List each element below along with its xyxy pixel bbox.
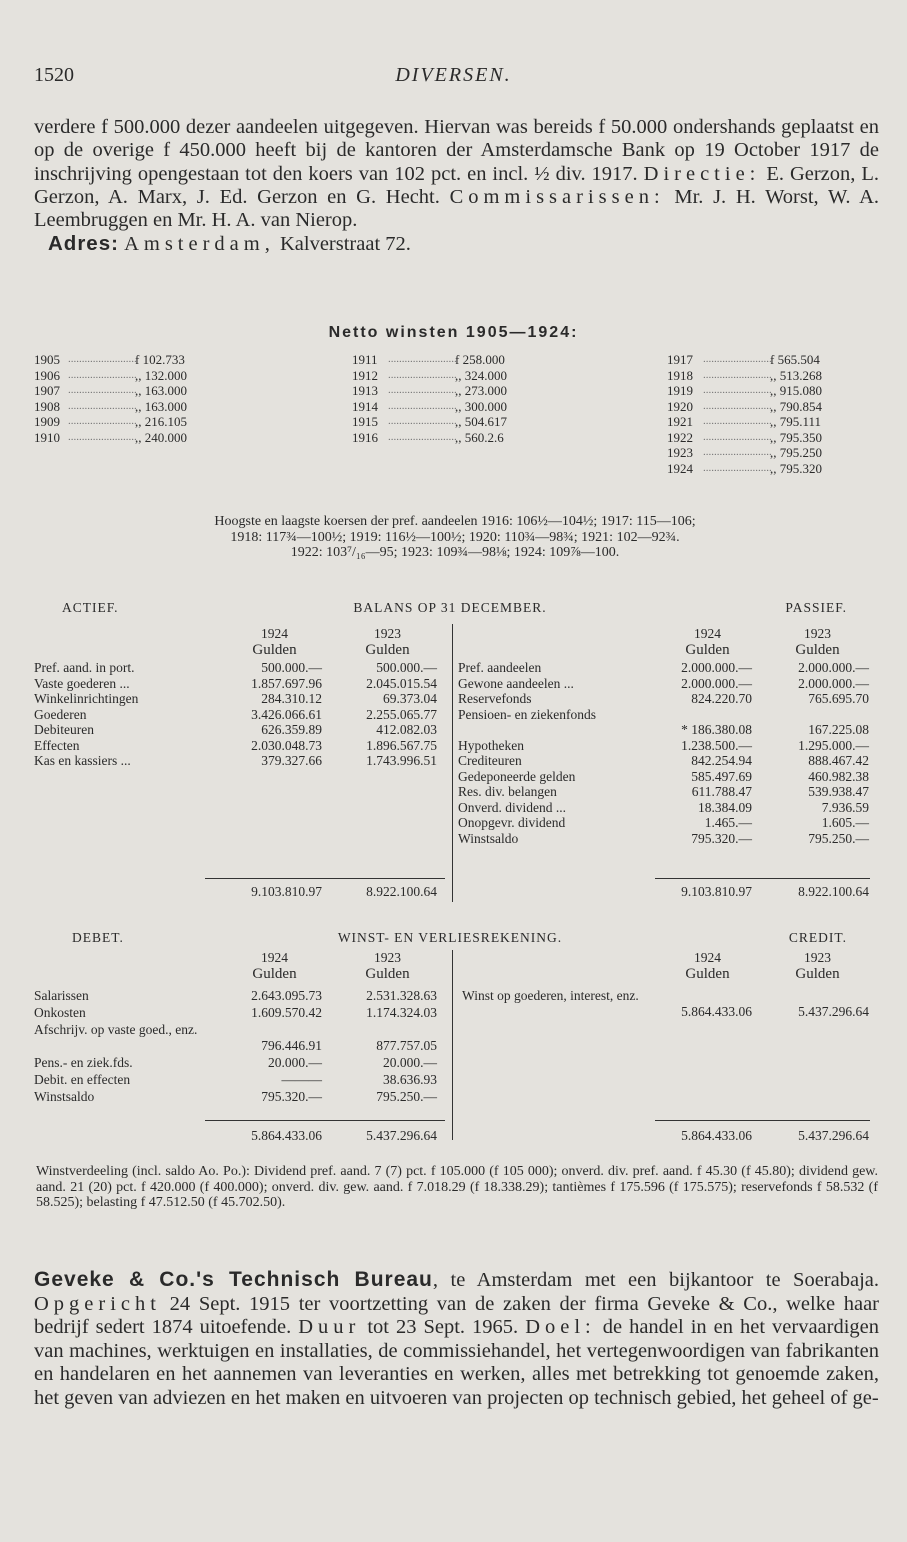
leader-dots: ......................... (68, 415, 137, 427)
balans-activa-label: Vaste goederen ... (34, 675, 130, 691)
balans-activa-value-1924: 379.327.66 (261, 753, 322, 768)
balans-left-unit-2: Gulden (365, 642, 410, 658)
netto-year: 1922 (667, 429, 693, 445)
leader-dots: ......................... (703, 415, 772, 427)
koersen-line-3: 1922: 103⁷/₁₆—95; 1923: 109¾—98⅛; 1924: 109⅞—100. (290, 545, 620, 560)
winst-credit-v2: 5.437.296.64 (798, 1004, 869, 1019)
balans-passiva-label: Hypotheken (458, 737, 524, 753)
winst-debet-value-1923: 1.174.324.03 (366, 1005, 437, 1020)
running-head (34, 64, 873, 94)
balans-left-year-2: 1923 (374, 626, 401, 641)
balans-activa-value-1923: 500.000.— (376, 660, 437, 675)
leader-dots: ......................... (68, 353, 137, 365)
koersen-line-2: 1918: 117¾—100½; 1919: 116½—100½; 1920: 110¾—98¾; 1921: 102—92¾. (230, 529, 680, 545)
balans-passiva-label: Winstsaldo (458, 830, 519, 846)
winst-left-unit-2: Gulden (365, 966, 410, 982)
netto-year: 1908 (34, 398, 60, 414)
leader-dots: ......................... (388, 430, 457, 443)
leader-dots: ......................... (388, 353, 457, 365)
balans-passiva-label: Pensioen- en ziekenfonds (458, 706, 596, 722)
balans-activa-value-1923: 69.373.04 (383, 691, 437, 706)
balans-passiva-label: Onverd. dividend ... (458, 799, 566, 815)
balans-activa-value-1924: 3.426.066.61 (251, 706, 322, 722)
duur-label: Duur (298, 1316, 361, 1339)
winst-right-total-1: 5.864.433.06 (681, 1128, 752, 1143)
netto-value: ,, 300.000 (455, 398, 507, 414)
opgericht-label: Opgericht (34, 1292, 161, 1315)
leader-dots: ......................... (703, 399, 772, 412)
netto-year: 1906 (34, 367, 60, 383)
balans-passiva-value-1923: 1.295.000.— (798, 737, 869, 753)
adres-label: Adres: (48, 232, 119, 256)
balans-passiva-value-1923: 2.000.000.— (798, 675, 869, 691)
balans-passiva-value-1923: 795.250.— (808, 830, 869, 846)
leader-dots: ......................... (703, 368, 772, 381)
koersen-line-1: Hoogste en laagste koersen der pref. aandeelen 1916: 106½—104½; 1917: 115—106; (214, 514, 696, 529)
netto-year: 1916 (352, 429, 378, 445)
netto-year: 1924 (667, 460, 693, 476)
netto-value: ,, 795.350 (770, 429, 822, 445)
balans-passiva-label: Reservefonds (458, 691, 532, 706)
balans-passiva-value-1924: 585.497.69 (691, 768, 752, 784)
netto-year: 1918 (667, 367, 693, 383)
balans-passiva-label: Gedeponeerde gelden (458, 768, 576, 784)
geveke-text-3: tot 23 Sept. 1965. (367, 1316, 519, 1339)
balans-right-year-1: 1924 (694, 626, 721, 641)
netto-year: 1914 (352, 398, 378, 414)
netto-value: ,, 795.111 (770, 414, 822, 429)
netto-year: 1915 (352, 414, 378, 429)
balans-title: BALANS OP 31 DECEMBER. (353, 600, 547, 615)
netto-value: ,, 513.268 (770, 367, 822, 383)
balans-passiva-label: Onopgevr. dividend (458, 815, 566, 830)
netto-value: ,, 790.854 (770, 398, 822, 414)
netto-value: ,, 324.000 (455, 367, 507, 383)
winst-debet-value-1924: 1.609.570.42 (251, 1005, 322, 1020)
passiva-label: PASSIEF. (785, 600, 847, 615)
directie-names: E. Gerzon, L. Gerzon, A. Marx, J. Ed. Gerzon en G. Hecht. (34, 162, 880, 208)
commissarissen-names: Mr. J. H. Worst, W. A. Leembruggen en Mr. H. A. van Nierop. (34, 185, 880, 232)
winst-debet-value-1924: ——— (281, 1071, 322, 1087)
leader-dots: ......................... (703, 384, 772, 396)
winstverdeeling-note: Winstverdeeling (incl. saldo Ao. Po.): Dividend pref. aand. 7 (7) pct. f 105.000 (f 105 000); onverd. div. pref. aand. f 45.30 (f 45.80); dividend gew. aand. 21 (20) pct. f 420.000 (f 400.000); onverd. div. gew. aand. f 7.018.29 (f 18.338.29); tantièmes f 175.596 (f 175.575); reservefonds f 58.532 (f 58.525); belasting f 47.512.50 (f 45.702.50). (36, 1164, 878, 1211)
netto-year: 1919 (667, 383, 693, 398)
debet-label: DEBET. (72, 930, 124, 945)
leader-dots: ......................... (703, 430, 772, 443)
netto-value: ,, 915.080 (770, 383, 822, 398)
winst-debet-label: Winstsaldo (34, 1088, 95, 1104)
leader-dots: ......................... (388, 415, 457, 427)
netto-year: 1911 (352, 352, 378, 367)
netto-value: f 258.000 (455, 352, 505, 367)
balans-activa-label: Goederen (34, 706, 87, 722)
balans-divider (452, 624, 453, 902)
balans-left-total-2: 8.922.100.64 (366, 884, 437, 899)
balans-passiva-value-1924: 824.220.70 (691, 691, 752, 706)
balans-passiva-value-1924: 18.384.09 (698, 799, 752, 815)
winst-debet-value-1924: 2.643.095.73 (251, 988, 322, 1003)
netto-value: ,, 163.000 (135, 398, 187, 414)
intro-text: verdere f 500.000 dezer aandeelen uitgegeven. Hiervan was bereids f 50.000 ondershands geplaatst en op de overige f 450.000 heeft bij de kantoren der Amsterdamsche Bank op 19 October 1917 de inschrijving opengestaan tot den koers van 102 pct. en incl. ½ div. 1917. (34, 116, 879, 185)
balans-passiva-value-1924: 1.238.500.— (681, 737, 752, 753)
balans-right-total-rule (655, 878, 870, 879)
winst-debet-label: Pens.- en ziek.fds. (34, 1054, 133, 1070)
balans-passiva-value-1924: 795.320.— (691, 830, 752, 846)
balans-passiva-value-1924: 2.000.000.— (681, 675, 752, 691)
balans-left-year-1: 1924 (261, 626, 288, 641)
balans-passiva-label: Pref. aandeelen (458, 660, 542, 675)
geveke-text-2: 24 Sept. 1915 ter voortzetting van de zaken der firma Geveke & Co., welke haar bedrijf sedert 1874 uitoefende. (34, 1292, 879, 1339)
winst-left-year-1: 1924 (261, 950, 288, 965)
geveke-text-1: , te Amsterdam met een bijkantoor te Soerabaja. (432, 1269, 880, 1291)
page-title: DIVERSEN. (395, 64, 512, 86)
winst-debet-value-1924: 20.000.— (268, 1054, 322, 1070)
balans-left-total-1: 9.103.810.97 (251, 884, 322, 899)
netto-value: ,, 560.2.6 (455, 429, 504, 445)
netto-year: 1923 (667, 445, 693, 460)
netto-value: ,, 273.000 (455, 383, 507, 398)
geveke-text-4: de handel in en het vervaardigen van machines, werktuigen en installaties, de commissiehandel, het vertegenwoordigen van fabrikanten en handelaren en het aannemen van leveranties en werken, alles met betrekking tot genoemde zaken, het geven van adviezen en het maken en uitvoeren van projecten op technisch gebied, het geheel of ge- (34, 1316, 880, 1409)
balans-passiva-value-1923: 2.000.000.— (798, 660, 869, 675)
balans-activa-value-1923: 2.045.015.54 (366, 675, 437, 691)
balans-passiva-value-1923: 460.982.38 (808, 768, 869, 784)
balans-passiva-value-1924: 2.000.000.— (681, 660, 752, 675)
winst-debet-value-1924: 795.320.— (261, 1088, 322, 1104)
credit-label: CREDIT. (788, 930, 847, 945)
winst-debet-value-1923: 877.757.05 (376, 1037, 437, 1053)
leader-dots: ......................... (68, 368, 137, 381)
netto-value: ,, 132.000 (135, 367, 187, 383)
balans-activa-value-1923: 412.082.03 (376, 722, 437, 737)
balans-right-year-2: 1923 (804, 626, 831, 641)
leader-dots: ......................... (68, 399, 137, 412)
winst-credit-v1: 5.864.433.06 (681, 1004, 752, 1019)
winst-debet-value-1924: 796.446.91 (261, 1037, 322, 1053)
netto-value: f 565.504 (770, 352, 820, 367)
leader-dots: ......................... (388, 368, 457, 381)
winst-right-unit-1: Gulden (685, 966, 730, 982)
balans-activa-value-1923: 1.743.996.51 (366, 753, 437, 768)
intro-paragraph (34, 116, 879, 257)
netto-year: 1920 (667, 398, 693, 414)
commissarissen-label: Commissarissen: (449, 185, 665, 208)
leader-dots: ......................... (388, 384, 457, 396)
winst-debet-label: Onkosten (34, 1005, 86, 1020)
winst-debet-value-1923: 38.636.93 (383, 1071, 437, 1087)
winst-right-year-1: 1924 (694, 950, 721, 965)
balans-right-unit-2: Gulden (795, 642, 840, 658)
geveke-company-name: Geveke & Co.'s Technisch Bureau (34, 1268, 433, 1291)
netto-year: 1909 (34, 414, 60, 429)
balans-passiva-value-1924: 842.254.94 (691, 753, 752, 768)
winst-debet-label: Salarissen (34, 988, 89, 1003)
balans-passiva-label: Res. div. belangen (458, 784, 557, 799)
balans-right-total-2: 8.922.100.64 (798, 884, 869, 899)
winst-divider (452, 950, 453, 1140)
leader-dots: ......................... (703, 353, 772, 365)
balans-passiva-value-1923: 7.936.59 (821, 799, 869, 815)
winst-debet-label: Debit. en effecten (34, 1071, 131, 1087)
balans-activa-value-1924: 500.000.— (261, 660, 322, 675)
balans-passiva-value-1924: 1.465.— (704, 815, 752, 830)
winst-left-total-1: 5.864.433.06 (251, 1128, 322, 1143)
balans-passiva-value-1923: 765.695.70 (808, 691, 869, 706)
netto-year: 1910 (34, 429, 60, 445)
balans-passiva-label: Gewone aandeelen ... (458, 675, 574, 691)
netto-winsten-title: Netto winsten 1905—1924: (328, 324, 579, 341)
page-number: 1520 (34, 64, 74, 86)
doel-label: Doel: (525, 1316, 596, 1339)
balans-activa-label: Pref. aand. in port. (34, 660, 135, 675)
balans-passiva-value-1924: * 186.380.08 (681, 722, 752, 737)
netto-year: 1917 (667, 352, 693, 367)
winst-left-unit-1: Gulden (252, 966, 297, 982)
balans-passiva-value-1923: 539.938.47 (808, 784, 869, 799)
balans-passiva-value-1924: 611.788.47 (691, 784, 752, 799)
directie-label: Directie: (643, 162, 761, 185)
winst-debet-value-1923: 795.250.— (376, 1088, 437, 1104)
winst-title: WINST- EN VERLIESREKENING. (337, 930, 563, 945)
netto-value: f 102.733 (135, 352, 185, 367)
netto-year: 1905 (34, 352, 60, 367)
leader-dots: ......................... (388, 399, 457, 412)
netto-value: ,, 504.617 (455, 414, 507, 429)
winst-debet-label: Afschrijv. op vaste goed., enz. (34, 1022, 198, 1037)
leader-dots: ......................... (68, 384, 137, 396)
winst-right-unit-2: Gulden (795, 966, 840, 982)
winst-right-year-2: 1923 (804, 950, 831, 965)
koersen-note (30, 514, 880, 561)
winst-debet-value-1923: 20.000.— (383, 1054, 437, 1070)
netto-year: 1913 (352, 383, 378, 398)
winst-right-total-rule (655, 1120, 870, 1121)
balans-activa-label: Winkelinrichtingen (34, 691, 139, 706)
adres-street: Kalverstraat 72. (279, 233, 411, 256)
activa-label: ACTIEF. (62, 600, 119, 615)
balans-activa-value-1924: 284.310.12 (261, 691, 322, 706)
balans-activa-value-1924: 2.030.048.73 (251, 737, 322, 753)
balans-activa-value-1924: 626.359.89 (261, 722, 322, 737)
netto-year: 1912 (352, 367, 378, 383)
netto-value: ,, 163.000 (135, 383, 187, 398)
balans-activa-label: Kas en kassiers ... (34, 753, 131, 768)
netto-value: ,, 795.320 (770, 460, 822, 476)
winst-left-year-2: 1923 (374, 950, 401, 965)
leader-dots: ......................... (703, 446, 772, 458)
balans-activa-value-1924: 1.857.697.96 (251, 675, 322, 691)
balans-passiva-value-1923: 888.467.42 (808, 753, 869, 768)
balans-right-unit-1: Gulden (685, 642, 730, 658)
balans-left-total-rule (205, 878, 445, 879)
leader-dots: ......................... (703, 461, 772, 474)
balans-passiva-value-1923: 1.605.— (821, 815, 869, 830)
winst-left-total-rule (205, 1120, 445, 1121)
netto-year: 1907 (34, 383, 60, 398)
netto-value: ,, 240.000 (135, 429, 187, 445)
balans-activa-value-1923: 2.255.065.77 (366, 706, 437, 722)
netto-value: ,, 795.250 (770, 445, 822, 460)
winst-left-total-2: 5.437.296.64 (366, 1128, 437, 1143)
balans-activa-label: Effecten (34, 737, 80, 753)
balans-passiva-label: Crediteuren (458, 753, 522, 768)
netto-year: 1921 (667, 414, 693, 429)
adres-city: Amsterdam, (124, 233, 275, 256)
leader-dots: ......................... (68, 430, 137, 443)
balans-activa-value-1923: 1.896.567.75 (366, 737, 437, 753)
netto-value: ,, 216.105 (135, 414, 187, 429)
geveke-entry (34, 1268, 879, 1411)
winst-credit-label: Winst op goederen, interest, enz. (462, 988, 639, 1003)
balans-left-unit-1: Gulden (252, 642, 297, 658)
winst-debet-value-1923: 2.531.328.63 (366, 988, 437, 1003)
balans-right-total-1: 9.103.810.97 (681, 884, 752, 899)
winst-right-total-2: 5.437.296.64 (798, 1128, 869, 1143)
balans-activa-label: Debiteuren (34, 722, 94, 737)
balans-passiva-value-1923: 167.225.08 (808, 722, 869, 737)
